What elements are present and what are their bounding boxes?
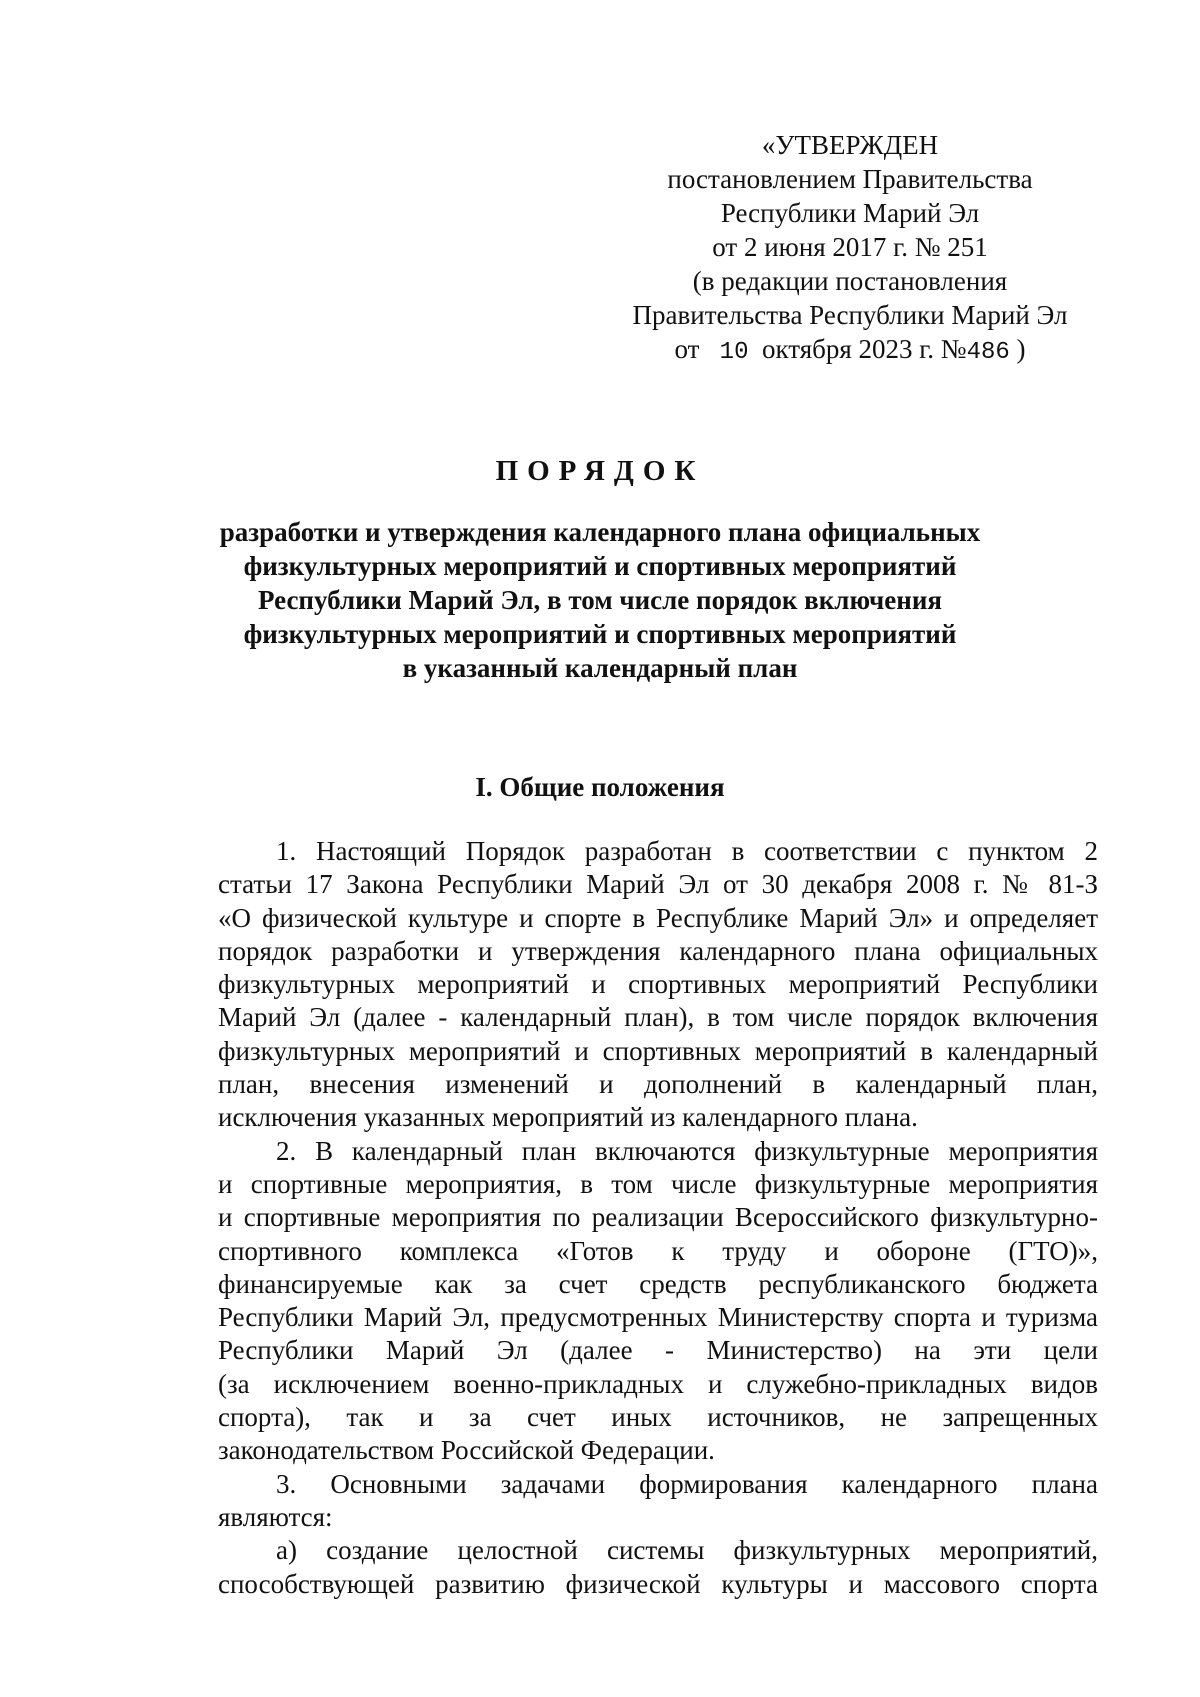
- paragraph-line: порядок разработки и утверждения календарного плана официальных: [218, 935, 1098, 966]
- approval-date-suffix: ): [1016, 334, 1026, 364]
- subtitle-line: физкультурных мероприятий и спортивных мероприятий: [243, 619, 957, 649]
- paragraph-line: способствующей развитию физической культуры и массового спорта: [218, 1568, 1098, 1599]
- approval-line: «УТВЕРЖДЕН: [761, 130, 939, 160]
- paragraph-line: и спортивные мероприятия, в том числе физкультурные мероприятия: [218, 1168, 1098, 1199]
- paragraph-line: план, внесения изменений и дополнений в календарный план,: [218, 1069, 1098, 1100]
- paragraph-line: Республики Марий Эл (далее - Министерство) на эти цели: [218, 1335, 1098, 1366]
- subtitle-line: физкультурных мероприятий и спортивных мероприятий: [243, 551, 957, 581]
- paragraph-line: «О физической культуре и спорте в Республике Марий Эл» и определяет: [218, 902, 1098, 933]
- subtitle-line: в указанный календарный план: [402, 653, 798, 683]
- document-subtitle: [160, 515, 1040, 685]
- paragraph-line: спорта), так и за счет иных источников, не запрещенных: [218, 1402, 1098, 1433]
- paragraph-line: спортивного комплекса «Готов к труду и обороне (ГТО)»,: [218, 1235, 1098, 1266]
- paragraph-line: являются:: [218, 1501, 333, 1532]
- approval-date-day: 10: [719, 339, 749, 366]
- paragraph-line: физкультурных мероприятий и спортивных мероприятий в календарный: [218, 1035, 1098, 1066]
- approval-line: от 2 июня 2017 г. № 251: [712, 232, 988, 262]
- paragraph-line: физкультурных мероприятий и спортивных мероприятий Республики: [218, 969, 1098, 1000]
- paragraph-line: 3. Основными задачами формирования календарного плана: [276, 1468, 1098, 1499]
- approval-line: (в редакции постановления: [692, 266, 1008, 296]
- approval-date-line: [600, 332, 1100, 370]
- paragraph-line: а) создание целостной системы физкультурных мероприятий,: [276, 1535, 1098, 1566]
- paragraph-line: и спортивные мероприятия по реализации Всероссийского физкультурно-: [218, 1202, 1098, 1233]
- paragraph-line: финансируемые как за счет средств республиканского бюджета: [218, 1268, 1098, 1299]
- paragraph-line: 1. Настоящий Порядок разработан в соответствии с пунктом 2: [276, 836, 1098, 866]
- subtitle-line: Республики Марий Эл, в том числе порядок включения: [258, 585, 942, 615]
- approval-date-middle: октября 2023 г. №: [761, 334, 967, 364]
- approval-line: Республики Марий Эл: [720, 198, 980, 228]
- paragraph-line: исключения указанных мероприятий из календарного плана.: [218, 1102, 918, 1133]
- paragraph-line: статьи 17 Закона Республики Марий Эл от 30 декабря 2008 г. № 81-З: [218, 869, 1098, 900]
- paragraph-line: Республики Марий Эл, предусмотренных Министерству спорта и туризма: [218, 1302, 1098, 1333]
- paragraph-line: законодательством Российской Федерации.: [218, 1435, 715, 1466]
- paragraph-line: (за исключением военно-прикладных и служебно-прикладных видов: [218, 1368, 1098, 1399]
- approval-date-prefix: от: [674, 334, 700, 364]
- subtitle-line: разработки и утверждения календарного плана официальных: [219, 517, 981, 547]
- approval-line: Правительства Республики Марий Эл: [632, 300, 1068, 330]
- approval-stamp: [600, 128, 1100, 370]
- paragraph-line: 2. В календарный план включаются физкультурные мероприятия: [276, 1135, 1098, 1166]
- paragraph-line: Марий Эл (далее - календарный план), в том числе порядок включения: [218, 1002, 1098, 1033]
- document-title: ПОРЯДОК: [495, 455, 705, 487]
- document-body: [218, 835, 1098, 1601]
- approval-number: 486: [966, 339, 1010, 366]
- section-heading: I. Общие положения: [475, 772, 725, 802]
- approval-line: постановлением Правительства: [667, 164, 1033, 194]
